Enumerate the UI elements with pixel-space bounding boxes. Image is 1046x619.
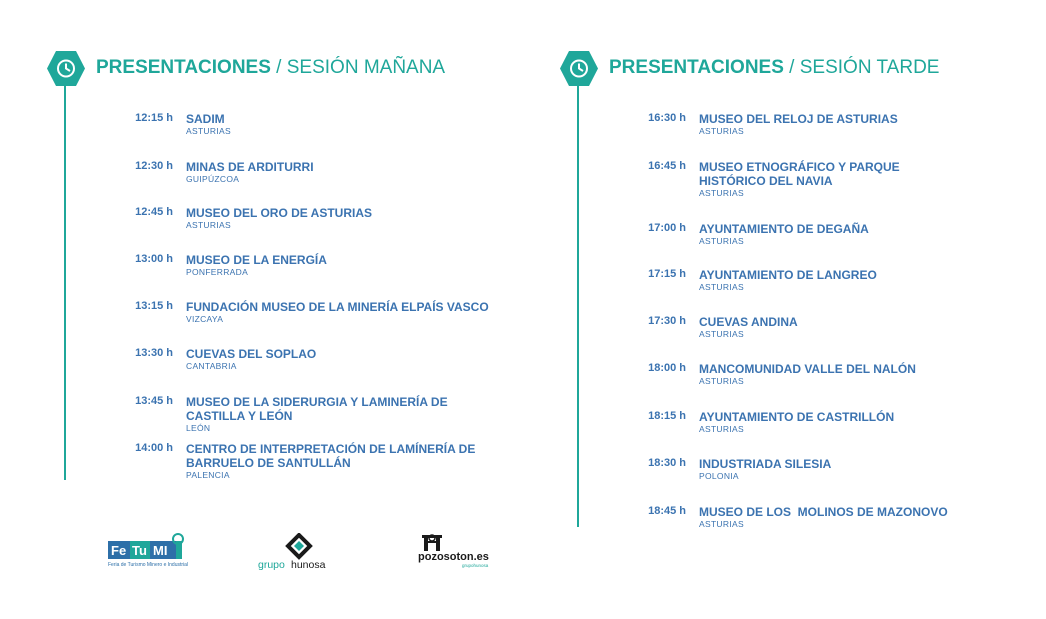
item-time: 13:30 h	[135, 347, 173, 359]
item-time: 16:30 h	[648, 112, 686, 124]
section-title	[96, 57, 445, 79]
item-name: MINAS DE ARDITURRI GUIPÚZCOA	[186, 160, 516, 185]
item-place: ASTURIAS	[699, 282, 744, 292]
title-session: / SESIÓN TARDE	[783, 57, 940, 78]
timeline-line	[577, 86, 579, 527]
item-place: ASTURIAS	[186, 126, 231, 136]
item-time: 13:00 h	[135, 253, 173, 265]
item-time: 17:00 h	[648, 222, 686, 234]
item-place: LEÓN	[186, 423, 211, 433]
timeline-line	[64, 86, 66, 480]
title-bold: PRESENTACIONES	[609, 57, 784, 78]
svg-text:grupo: grupo	[258, 559, 285, 571]
item-time: 13:45 h	[135, 395, 173, 407]
clock-hexagon-icon	[560, 51, 598, 86]
item-time: 14:00 h	[135, 442, 173, 454]
item-name: MUSEO DEL RELOJ DE ASTURIAS ASTURIAS	[699, 112, 1029, 137]
grupohunosa-logo	[258, 533, 348, 571]
section-title	[609, 57, 939, 79]
item-place: POLONIA	[699, 471, 739, 481]
item-name: CENTRO DE INTERPRETACIÓN DE LAMÍNERÍA DE BARRUELO DE SANTULLÁN PALENCIA	[186, 442, 506, 481]
afternoon-session	[513, 0, 1046, 619]
item-place: ASTURIAS	[699, 126, 744, 136]
item-place: ASTURIAS	[699, 329, 744, 339]
item-name: CUEVAS ANDINA ASTURIAS	[699, 315, 1029, 340]
item-name: AYUNTAMIENTO DE LANGREO ASTURIAS	[699, 268, 1029, 293]
item-time: 18:45 h	[648, 505, 686, 517]
svg-text:Fe: Fe	[111, 543, 127, 558]
svg-text:MI: MI	[153, 543, 168, 558]
svg-text:Tu: Tu	[132, 543, 147, 558]
item-place: ASTURIAS	[699, 188, 744, 198]
clock-hexagon-icon	[47, 51, 85, 86]
item-name: MUSEO DE LOS MOLINOS DE MAZONOVO ASTURIAS	[699, 505, 1029, 530]
item-name: CUEVAS DEL SOPLAO CANTABRIA	[186, 347, 516, 372]
item-time: 18:30 h	[648, 457, 686, 469]
item-place: ASTURIAS	[699, 424, 744, 434]
item-place: ASTURIAS	[186, 220, 231, 230]
item-name: MUSEO ETNOGRÁFICO Y PARQUE HISTÓRICO DEL NAVIA ASTURIAS	[699, 160, 939, 199]
item-name: SADIM ASTURIAS	[186, 112, 516, 137]
item-name: MUSEO DE LA ENERGÍA PONFERRADA	[186, 253, 516, 278]
item-place: CANTABRIA	[186, 361, 237, 371]
item-place: PONFERRADA	[186, 267, 249, 277]
title-session: / SESIÓN MAÑANA	[270, 57, 446, 78]
svg-text:hunosa: hunosa	[291, 559, 326, 571]
item-name: MUSEO DEL ORO DE ASTURIAS ASTURIAS	[186, 206, 516, 231]
svg-text:grupohunosa: grupohunosa	[462, 563, 489, 568]
item-place: GUIPÚZCOA	[186, 174, 240, 184]
svg-text:Feria de Turismo Minero e Indu: Feria de Turismo Minero e Industrial	[108, 562, 189, 568]
item-place: VIZCAYA	[186, 314, 224, 324]
item-name: AYUNTAMIENTO DE DEGAÑA ASTURIAS	[699, 222, 1029, 247]
sponsor-logos	[108, 533, 508, 573]
item-time: 12:45 h	[135, 206, 173, 218]
item-time: 16:45 h	[648, 160, 686, 172]
title-bold: PRESENTACIONES	[96, 57, 271, 78]
item-place: ASTURIAS	[699, 376, 744, 386]
item-time: 13:15 h	[135, 300, 173, 312]
item-name: MANCOMUNIDAD VALLE DEL NALÓN ASTURIAS	[699, 362, 1029, 387]
item-time: 12:15 h	[135, 112, 173, 124]
item-place: PALENCIA	[186, 470, 230, 480]
svg-text:pozosoton.es: pozosoton.es	[418, 551, 489, 563]
item-name: MUSEO DE LA SIDERURGIA Y LAMINERÍA DE CASTILLA Y LEÓN LEÓN	[186, 395, 486, 434]
item-time: 17:30 h	[648, 315, 686, 327]
item-time: 12:30 h	[135, 160, 173, 172]
item-time: 18:15 h	[648, 410, 686, 422]
item-time: 18:00 h	[648, 362, 686, 374]
item-name: INDUSTRIADA SILESIA POLONIA	[699, 457, 1029, 482]
item-name: FUNDACIÓN MUSEO DE LA MINERÍA ELPAÍS VASCO VIZCAYA	[186, 300, 526, 325]
item-place: ASTURIAS	[699, 519, 744, 529]
item-place: ASTURIAS	[699, 236, 744, 246]
item-name: AYUNTAMIENTO DE CASTRILLÓN ASTURIAS	[699, 410, 1029, 435]
pozosoton-logo	[418, 533, 498, 569]
fetumi-logo	[108, 533, 198, 569]
item-time: 17:15 h	[648, 268, 686, 280]
